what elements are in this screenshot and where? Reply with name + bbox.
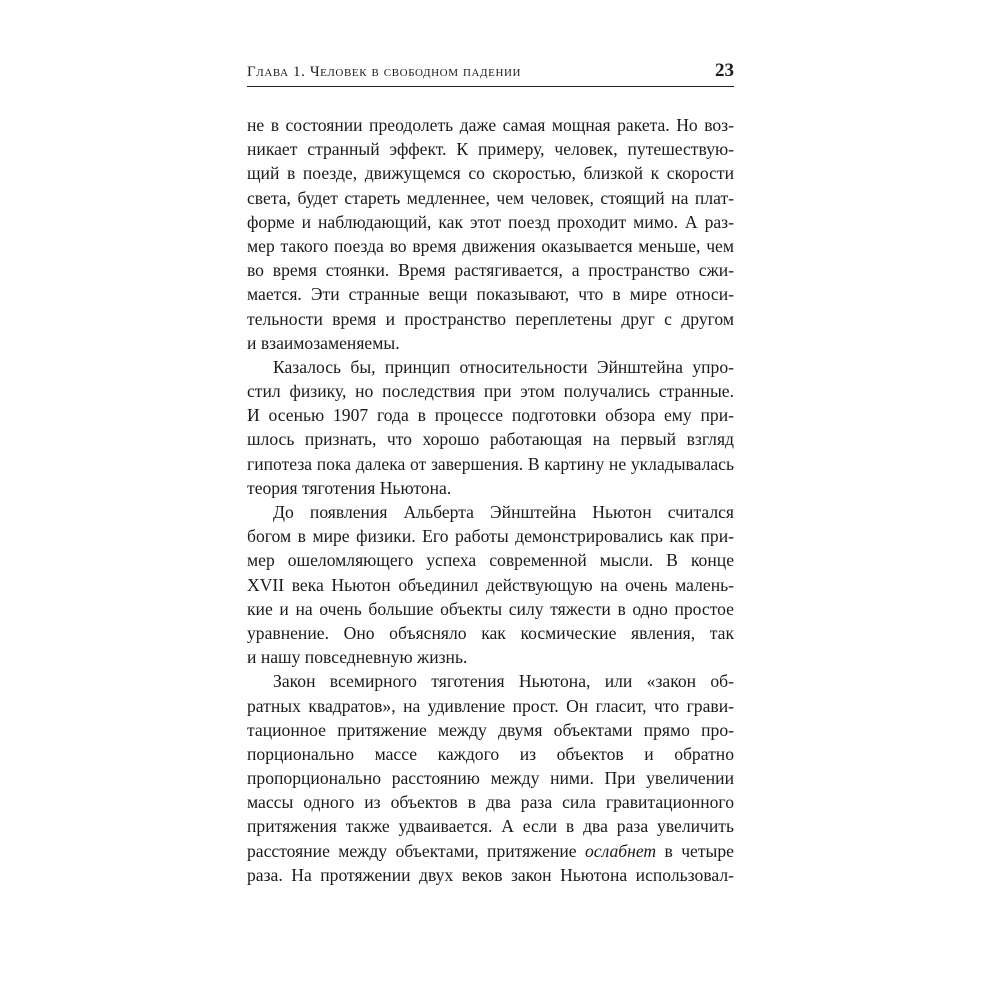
text-line: мается. Эти странные вещи показывают, что в мире относи- [247,284,734,305]
text-line: тационное притяжение между двумя объектами прямо про- [247,719,734,740]
text-line: не в состоянии преодолеть даже самая мощная ракета. Но воз- [247,115,734,135]
text-line: расстояние между объектами, притяжение ослабнет в четыре [247,840,734,861]
text-line: богом в мире физики. Его работы демонстрировались как при- [247,526,734,547]
text-line: форме и наблюдающий, как этот поезд проходит мимо. А раз- [247,211,734,232]
text-line: во время стоянки. Время растягивается, а пространство сжи- [247,260,734,281]
text-line: притяжения также удваивается. А если в два раза увеличить [247,816,734,837]
text-line: До появления Альберта Эйнштейна Ньютон считался [273,502,734,522]
text-line: XVII века Ньютон объединил действующую на очень малень- [247,574,734,595]
emphasis: ослабнет [584,840,657,861]
text-line: щий в поезде, движущемся со скоростью, близкой к скорости [247,163,734,184]
text-line: порционально массе каждого из объектов и обратно [247,743,734,764]
text-line: кие и на очень большие объекты силу тяжести в одно простое [247,598,734,619]
text-line: уравнение. Оно объясняло как космические явления, так [247,622,734,643]
text-line: мер ошеломляющего успеха современной мысли. В конце [247,550,734,571]
text-line: и взаимозаменяемы. [247,332,400,353]
running-header [247,58,734,87]
text-line: И осенью 1907 года в процессе подготовки обзора ему при- [247,405,734,426]
text-line: массы одного из объектов в два раза сила гравитационного [247,792,734,813]
text-line: пропорционально расстоянию между ними. При увеличении [247,768,734,789]
text-line: шлось признать, что хорошо работающая на первый взгляд [247,429,734,450]
text-line: тельности время и пространство переплетены друг с другом [247,308,734,329]
text-line: теория тяготения Ньютона. [247,477,452,498]
text-line: света, будет стареть медленнее, чем человек, стоящий на плат- [247,187,734,208]
text-line: мер такого поезда во время движения оказывается меньше, чем [247,235,734,256]
page-number: 23 [715,60,734,81]
text-line: Закон всемирного тяготения Ньютона, или «закон об- [273,671,734,692]
text-line: ратных квадратов», на удивление прост. Он гласит, что грави- [247,695,734,716]
text-line: никает странный эффект. К примеру, человек, путешествую- [247,139,734,160]
body-text [247,113,734,887]
text-line: гипотеза пока далека от завершения. В картину не укладывалась [247,453,734,474]
text-line: раза. На протяжении двух веков закон Ньютона использовал- [247,864,734,885]
text-line: Казалось бы, принцип относительности Эйнштейна упро- [273,356,734,377]
text-line: и нашу повседневную жизнь. [247,647,468,668]
text-line: стил физику, но последствия при этом получались странные. [247,381,734,402]
chapter-title: Глава 1. Человек в свободном падении [247,64,522,80]
